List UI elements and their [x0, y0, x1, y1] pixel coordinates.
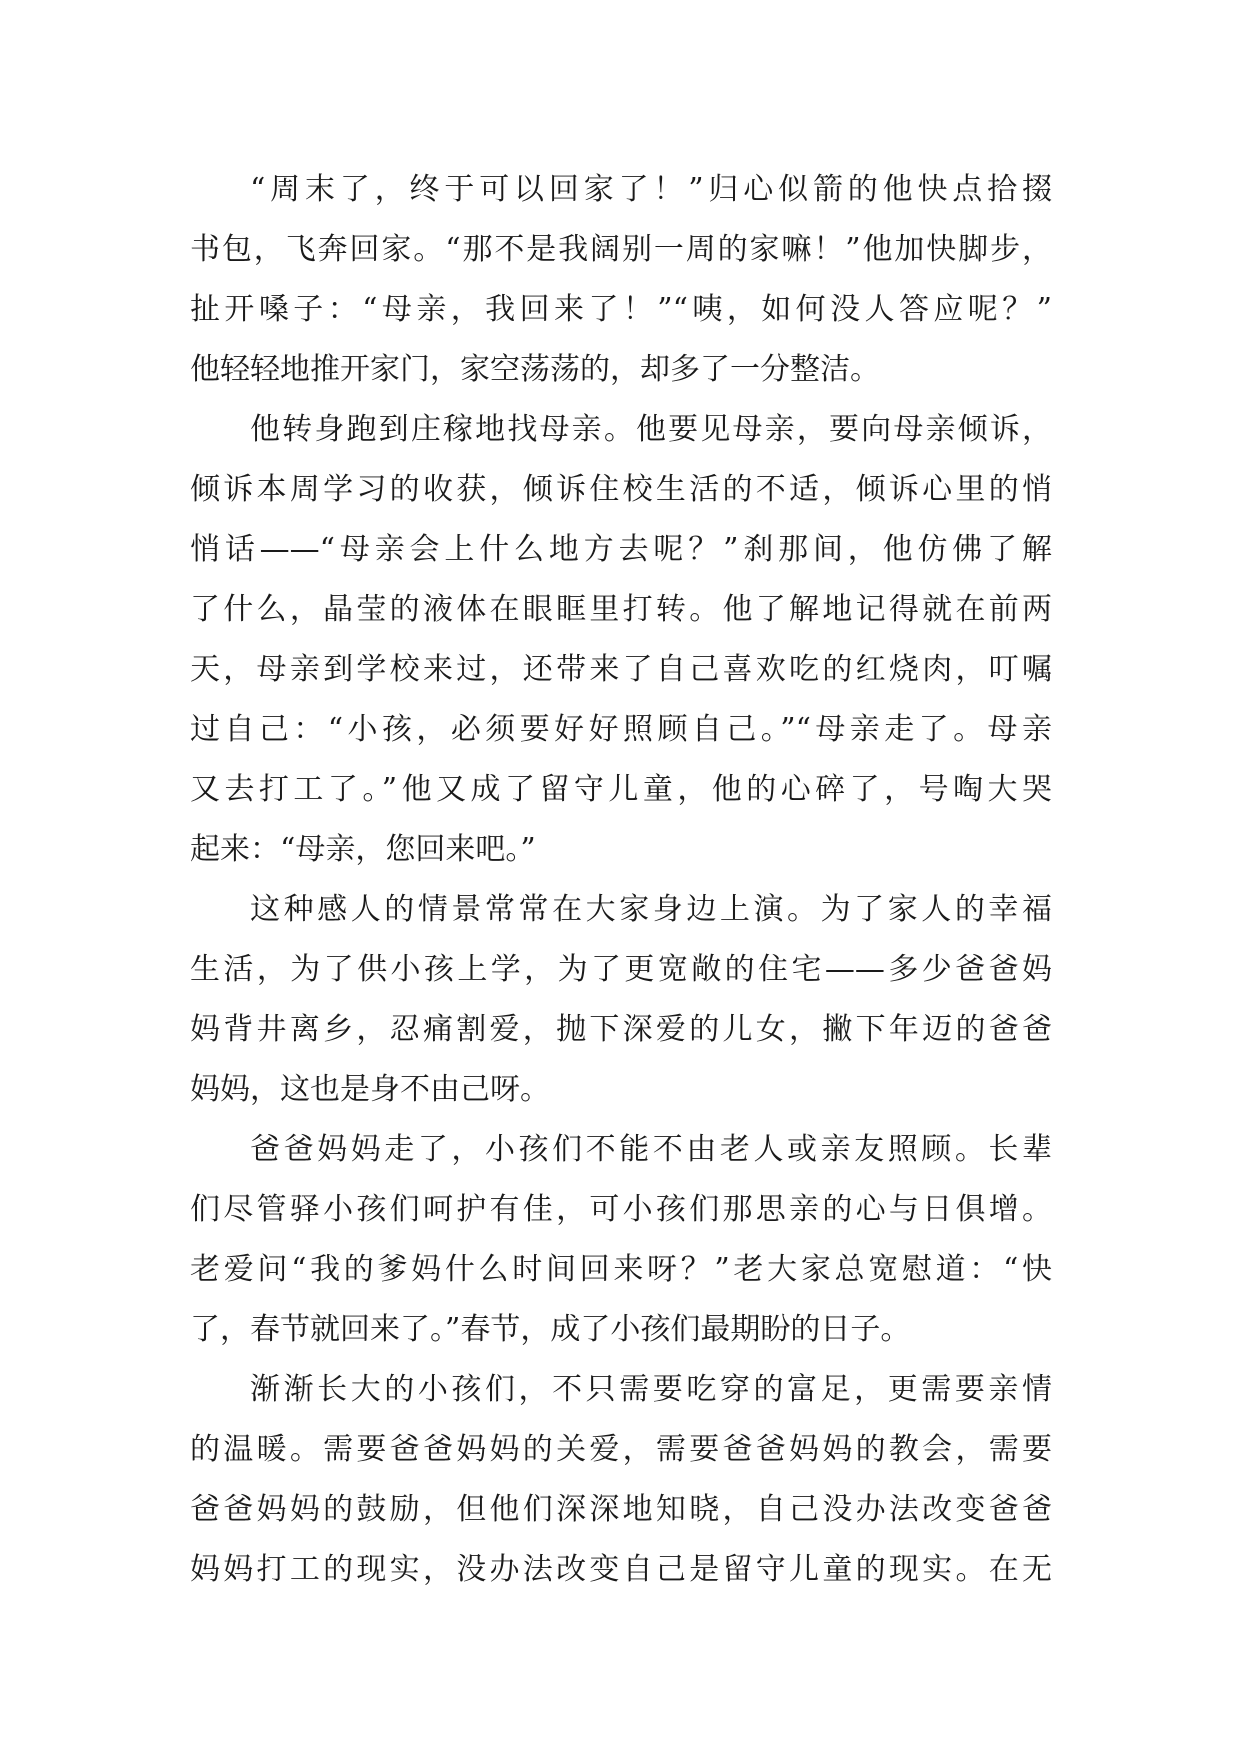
- text-line: 爸爸妈妈走了，小孩们不能不由老人或亲友照顾。长辈: [250, 1132, 1052, 1167]
- text-line: 起来：“母亲，您回来吧。”: [190, 832, 536, 867]
- paragraph-4: [190, 1120, 1052, 1360]
- text-line: “周末了，终于可以回家了！”归心似箭的他快点拾掇: [250, 172, 1052, 207]
- text-line: 书包，飞奔回家。“那不是我阔别一周的家嘛！”他加快脚步，: [190, 232, 1052, 267]
- text-line: 他轻轻地推开家门，家空荡荡的，却多了一分整洁。: [190, 352, 880, 387]
- text-line: 过自己：“小孩，必须要好好照顾自己。”“母亲走了。母亲: [190, 712, 1052, 747]
- paragraph-1: [190, 160, 1052, 400]
- paragraph-2: [190, 400, 1052, 880]
- paragraph-5: [190, 1360, 1052, 1600]
- text-line: 了什么，晶莹的液体在眼眶里打转。他了解地记得就在前两: [190, 592, 1052, 627]
- text-line: 又去打工了。”他又成了留守儿童，他的心碎了，号啕大哭: [190, 772, 1052, 807]
- text-line: 扯开嗓子：“母亲，我回来了！”“咦，如何没人答应呢？”: [190, 292, 1052, 327]
- text-line: 天，母亲到学校来过，还带来了自己喜欢吃的红烧肉，叮嘱: [190, 652, 1052, 687]
- paragraph-3: [190, 880, 1052, 1120]
- text-line: 倾诉本周学习的收获，倾诉住校生活的不适，倾诉心里的悄: [190, 472, 1052, 507]
- text-line: 他转身跑到庄稼地找母亲。他要见母亲，要向母亲倾诉，: [250, 412, 1052, 447]
- text-line: 们尽管驿小孩们呵护有佳，可小孩们那思亲的心与日俱增。: [190, 1192, 1052, 1227]
- text-line: 渐渐长大的小孩们，不只需要吃穿的富足，更需要亲情: [250, 1372, 1052, 1407]
- text-line: 的温暖。需要爸爸妈妈的关爱，需要爸爸妈妈的教会，需要: [190, 1432, 1052, 1467]
- text-line: 了，春节就回来了。”春节，成了小孩们最期盼的日子。: [190, 1312, 911, 1347]
- text-line: 生活，为了供小孩上学，为了更宽敞的住宅——多少爸爸妈: [190, 952, 1052, 987]
- text-line: 妈背井离乡，忍痛割爱，抛下深爱的儿女，撇下年迈的爸爸: [190, 1012, 1052, 1047]
- document-body: [190, 160, 1052, 1600]
- text-line: 妈妈打工的现实，没办法改变自己是留守儿童的现实。在无: [190, 1552, 1052, 1587]
- text-line: 爸爸妈妈的鼓励，但他们深深地知晓，自己没办法改变爸爸: [190, 1492, 1052, 1527]
- text-line: 悄话——“母亲会上什么地方去呢？”刹那间，他仿佛了解: [190, 532, 1052, 567]
- text-line: 妈妈，这也是身不由己呀。: [190, 1072, 550, 1107]
- text-line: 这种感人的情景常常在大家身边上演。为了家人的幸福: [250, 892, 1052, 927]
- text-line: 老爱问“我的爹妈什么时间回来呀？”老大家总宽慰道：“快: [190, 1252, 1052, 1287]
